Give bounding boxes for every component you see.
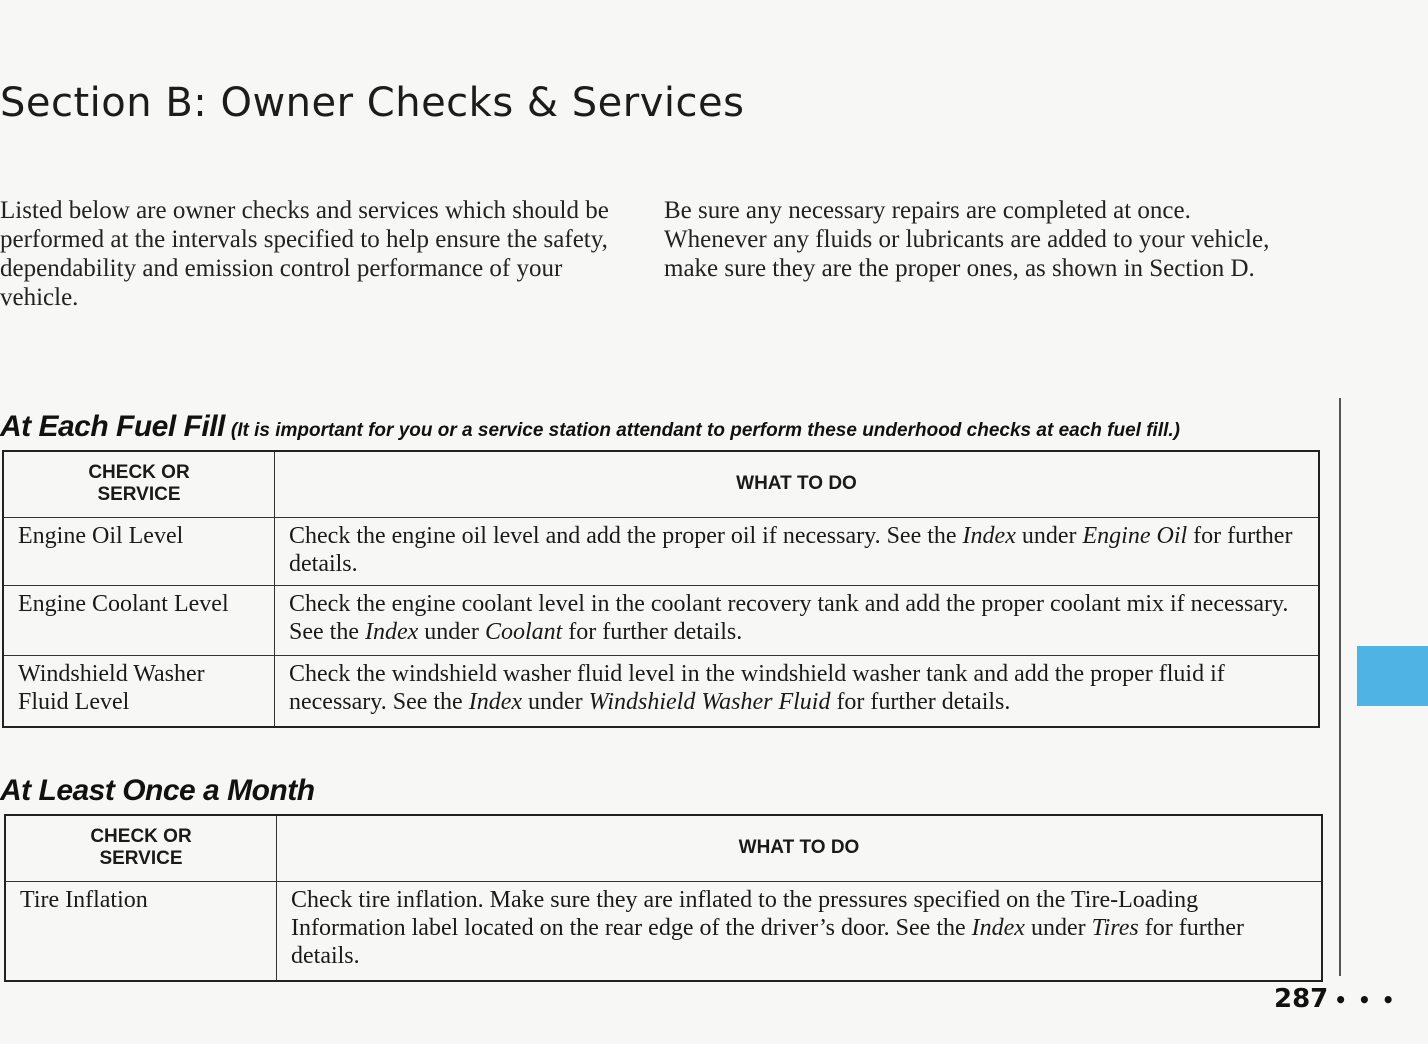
page-number <box>1274 984 1397 1014</box>
instruction-text: Check the windshield washer fluid level in the windshield washer tank and add the proper fluid if necessary. See the <box>289 660 1225 715</box>
instruction-text: under <box>418 618 485 645</box>
check-item-cell: Engine Coolant Level <box>3 585 275 655</box>
table-row <box>3 585 1319 655</box>
check-item-cell: Windshield Washer Fluid Level <box>3 655 275 727</box>
check-item-cell: Tire Inflation <box>5 881 277 981</box>
what-to-do-cell <box>275 517 1320 585</box>
italic-reference-text: Index <box>468 688 522 715</box>
italic-reference-text: Tires <box>1091 914 1139 941</box>
page-number-value: 287 <box>1274 984 1329 1014</box>
table-row <box>3 655 1319 727</box>
italic-reference-text: Index <box>971 914 1025 941</box>
column-header-check <box>5 815 277 881</box>
column-header-check <box>3 451 275 517</box>
column-header-check-text: CHECK OR SERVICE <box>88 462 190 506</box>
italic-reference-text: Index <box>364 618 419 645</box>
table-row <box>5 881 1322 981</box>
instruction-text: for further details. <box>291 914 1245 969</box>
column-header-what-to-do: WHAT TO DO <box>277 815 1323 881</box>
table-row <box>3 517 1319 585</box>
monthly-heading <box>0 774 315 808</box>
monthly-table <box>4 814 1323 982</box>
instruction-text: under <box>1015 522 1083 549</box>
intro-paragraph-left: Listed below are owner checks and services which should be performed at the intervals specified to help ensure the safety, dependability and emission control performance of your vehicle. <box>0 197 609 311</box>
italic-reference-text: Coolant <box>484 618 563 645</box>
margin-rule <box>1339 398 1341 976</box>
what-to-do-cell <box>277 881 1323 981</box>
instruction-text: for further details. <box>830 688 1011 715</box>
instruction-text: for further details. <box>289 522 1293 577</box>
page-dots: • • • <box>1334 988 1397 1012</box>
instruction-text: under <box>522 688 589 715</box>
monthly-heading-title: At Least Once a Month <box>0 774 315 807</box>
italic-reference-text: Index <box>962 522 1016 549</box>
check-item-cell: Engine Oil Level <box>3 517 275 585</box>
fuel-fill-table <box>2 450 1320 728</box>
fuel-fill-heading-note: (It is important for you or a service station attendant to perform these underhood checks at each fuel fill.) <box>230 420 1180 441</box>
what-to-do-cell <box>275 585 1320 655</box>
what-to-do-cell <box>275 655 1320 727</box>
instruction-text: Check the engine oil level and add the proper oil if necessary. See the <box>289 522 963 549</box>
instruction-text: Check tire inflation. Make sure they are inflated to the pressures specified on the Tire-Loading Information label located on the rear edge of the driver’s door. See the <box>291 886 1199 941</box>
instruction-text: for further details. <box>562 618 743 645</box>
page-title: Section B: Owner Checks & Services <box>0 80 745 126</box>
fuel-fill-heading <box>0 410 1180 444</box>
section-tab-marker <box>1357 646 1428 706</box>
column-header-what-to-do: WHAT TO DO <box>275 451 1320 517</box>
instruction-text: Check the engine coolant level in the coolant recovery tank and add the proper coolant mix if necessary. See the <box>289 590 1289 645</box>
column-header-check-text: CHECK OR SERVICE <box>90 826 192 870</box>
intro-paragraph-right: Be sure any necessary repairs are completed at once. Whenever any fluids or lubricants are added to your vehicle, make sure they are the proper ones, as shown in Section D. <box>664 197 1270 282</box>
italic-reference-text: Windshield Washer Fluid <box>588 688 831 715</box>
italic-reference-text: Engine Oil <box>1082 522 1188 549</box>
fuel-fill-heading-title: At Each Fuel Fill <box>0 410 225 443</box>
instruction-text: under <box>1024 914 1092 941</box>
